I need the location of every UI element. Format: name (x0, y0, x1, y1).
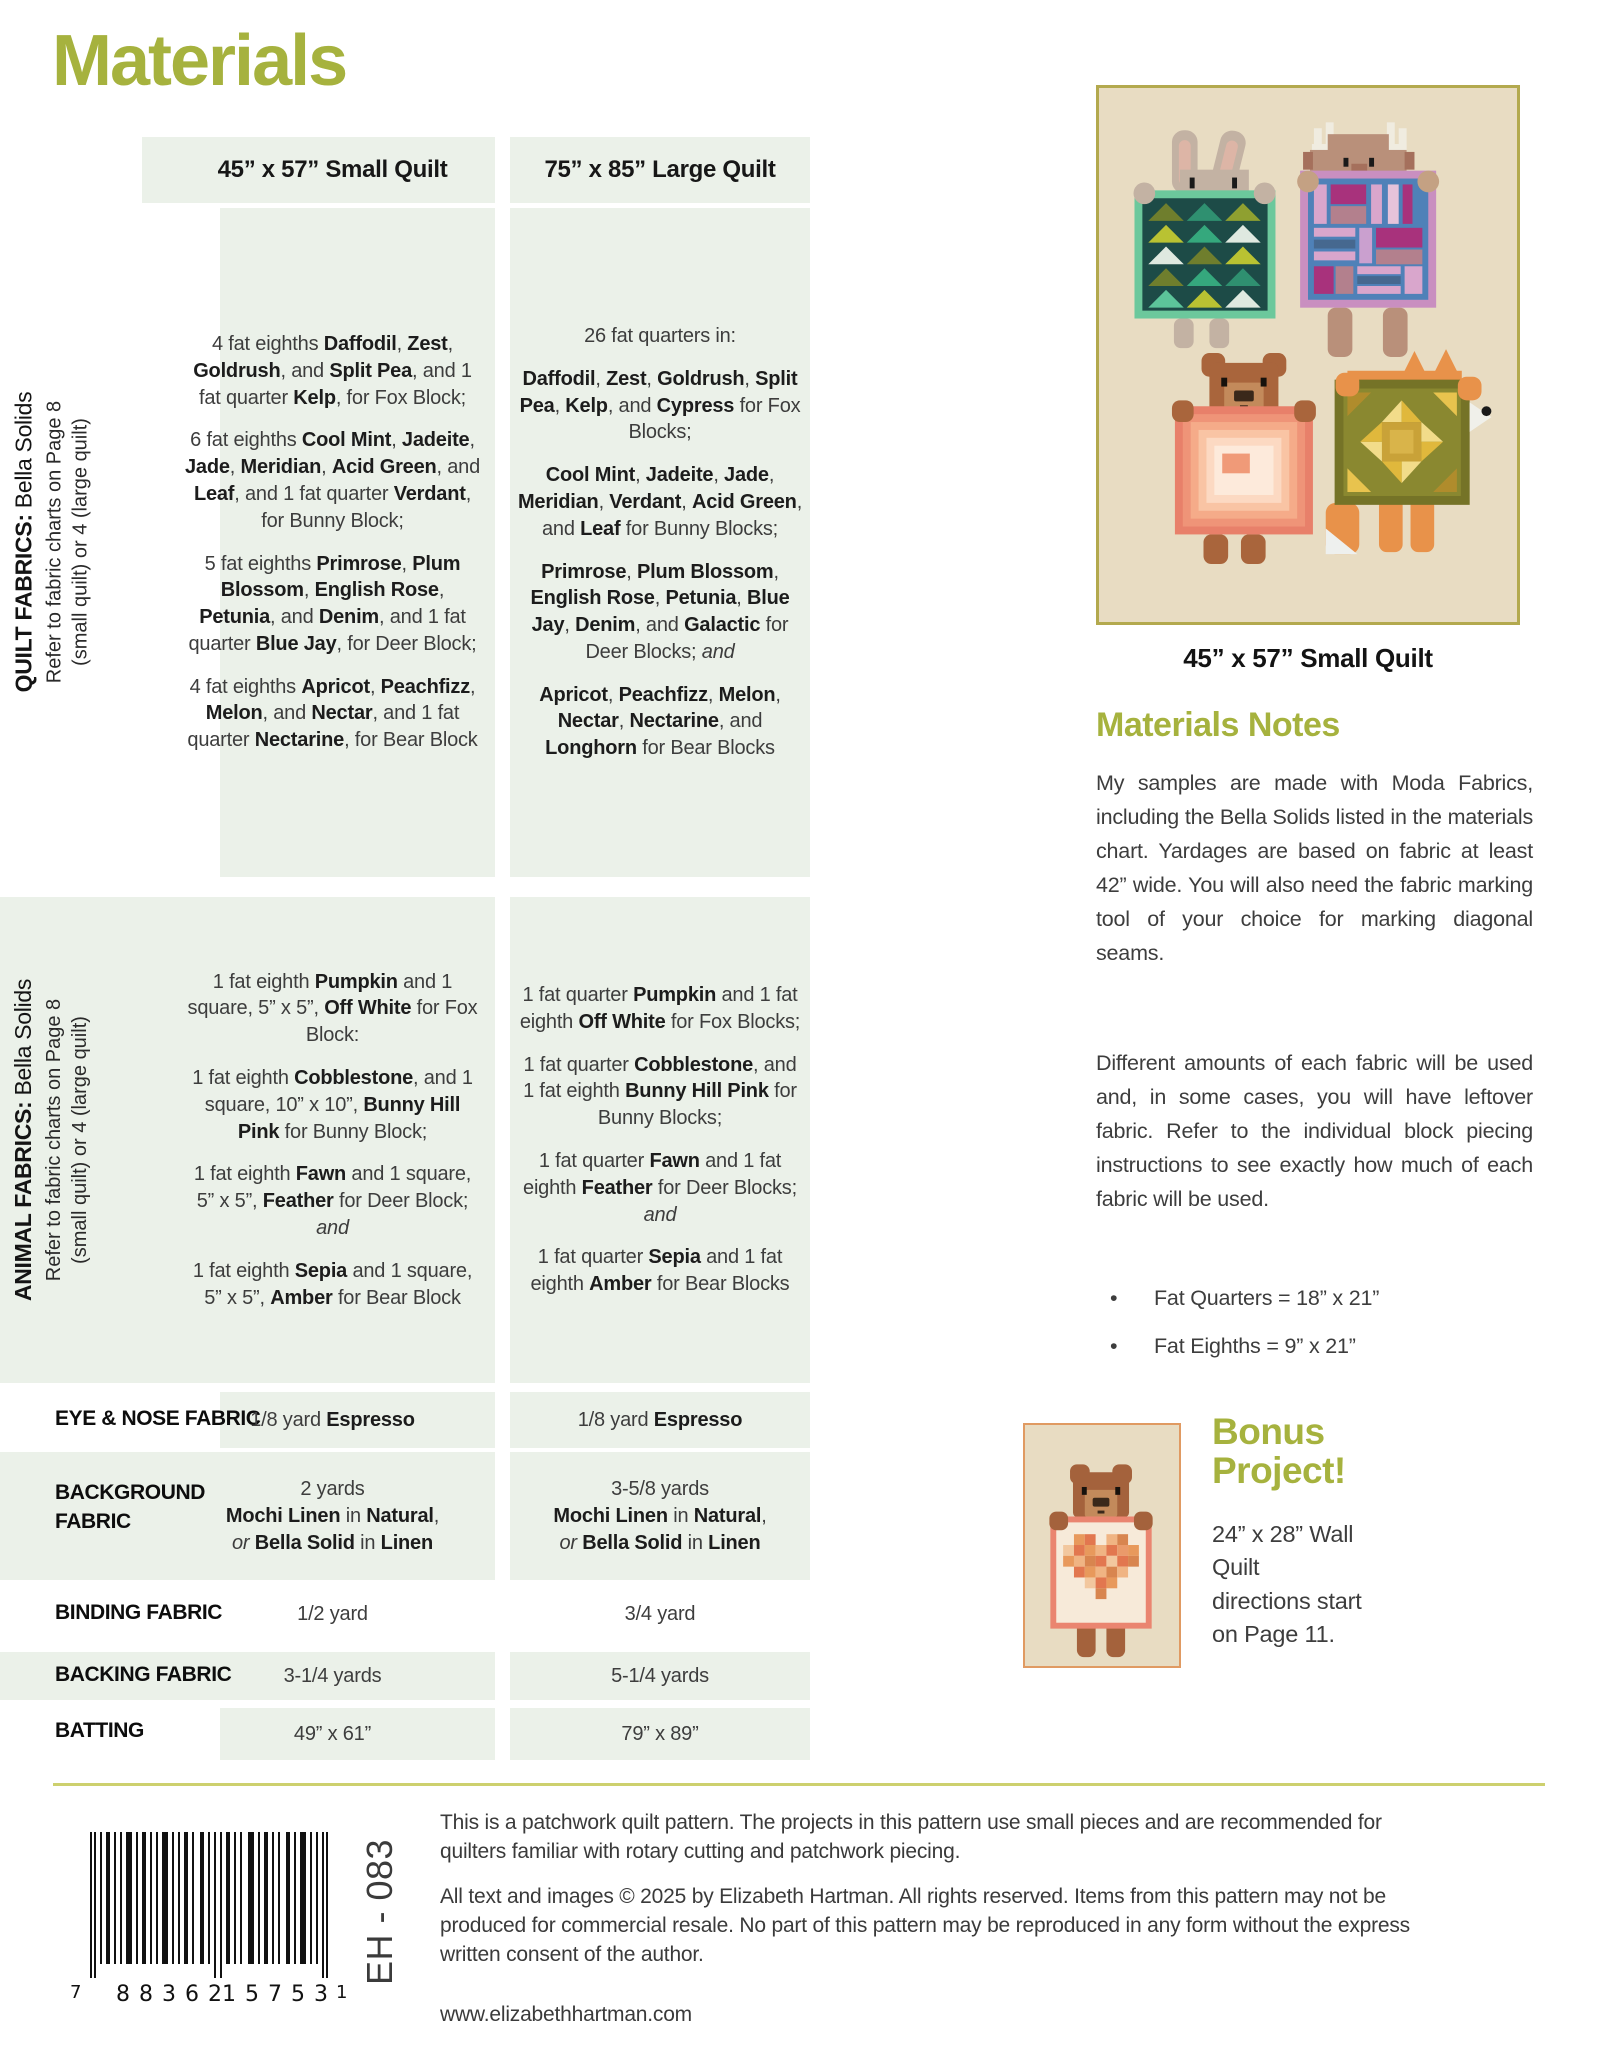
eye-nose-small-value: 1/8 yard Espresso (250, 1408, 415, 1431)
fox-block (1326, 349, 1492, 554)
small-quilt-image (1096, 85, 1520, 625)
bunny-block (1134, 128, 1276, 348)
footer-para-copyright: All text and images © 2025 by Elizabeth Hartman. All rights reserved. Items from this pattern may not be produced for commercial resale. No part of this pattern may be reproduced in any form without the express written consent of the author. (440, 1885, 1410, 1966)
page-title: Materials (52, 21, 347, 101)
barcode-digit-group2: 15753 (222, 1982, 337, 2007)
bonus-project-image (1023, 1423, 1181, 1668)
row-label-background-fabric: BACKGROUND FABRIC (55, 1481, 205, 1534)
row-label-eye-nose-fabric: EYE & NOSE FABRIC (55, 1407, 261, 1430)
col-header-large-quilt: 75” x 85” Large Quilt (510, 137, 810, 203)
binding-large-value: 3/4 yard (624, 1602, 696, 1625)
bonus-bear-block (1049, 1464, 1152, 1657)
footer-website: www.elizabethhartman.com (440, 2003, 692, 2026)
animal-fabrics-label-note2: (small quilt) or 4 (large quilt) (69, 1016, 91, 1264)
materials-notes-para1: My samples are made with Moda Fabrics, including the Bella Solids listed in the materials chart. Yardages are based on fabric at least 42” wide. You will also need the fabric marking tool of your choice for marking diagonal seams. (1096, 771, 1533, 965)
eye-nose-large-value: 1/8 yard Espresso (577, 1408, 743, 1431)
bonus-project-text: 24” x 28” Wall Quilt directions start on Page 11. (1212, 1521, 1362, 1648)
batting-large-value: 79” x 89” (621, 1722, 699, 1745)
bonus-project-heading: Bonus Project! (1212, 1411, 1346, 1491)
batting-small-value: 49” x 61” (293, 1722, 372, 1745)
barcode-digit-check: 1 (336, 1982, 348, 2003)
barcode-digit-lead: 7 (70, 1982, 82, 2003)
backing-small-value: 3-1/4 yards (283, 1664, 382, 1687)
row-label-backing-fabric: BACKING FABRIC (55, 1663, 232, 1686)
background-small-value: 2 yards Mochi Linen in Natural, or Bella Solid in Linen (225, 1477, 440, 1554)
deer-block (1297, 122, 1439, 357)
row-label-batting: BATTING (55, 1719, 144, 1742)
animal-fabrics-small-cell: 1 fat eighth Pumpkin and 1 square, 5” x 5”, Off White for Fox Block: 1 fat eighth Cobblestone, and 1 square, 10” x 10”, Bunny Hill Pink for Bunny Block; 1 fat eighth Fawn and 1 square, 5” x 5”, Feather for Deer Block; and 1 fat eighth Sepia and 1 square, 5” x 5”, Amber for Bear Block (187, 970, 478, 1309)
barcode (90, 1832, 330, 1978)
footer-para-description: This is a patchwork quilt pattern. The projects in this pattern use small pieces and are recommended for quilters familiar with rotary cutting and patchwork piecing. (440, 1811, 1382, 1863)
row-label-binding-fabric: BINDING FABRIC (55, 1601, 223, 1624)
pattern-code: EH - 083 (359, 1838, 400, 1986)
animal-fabrics-large-cell: 1 fat quarter Pumpkin and 1 fat eighth Off White for Fox Blocks; 1 fat quarter Cobblestone, and 1 fat eighth Bunny Hill Pink for Bunny Blocks; 1 fat quarter Fawn and 1 fat eighth Feather for Deer Blocks; and 1 fat quarter Sepia and 1 fat eighth Amber for Bear Blocks (519, 984, 801, 1296)
animal-fabrics-label-note1: Refer to fabric charts on Page 8 (43, 998, 65, 1282)
materials-notes-para2: Different amounts of each fabric will be used and, in some cases, you will have leftover fabric. Refer to the individual block piecing instructions to see exactly how much of each fabric will be used. (1096, 1051, 1533, 1211)
binding-small-value: 1/2 yard (297, 1602, 368, 1625)
backing-large-value: 5-1/4 yards (611, 1664, 709, 1687)
bullet-fat-quarters: • Fat Quarters = 18” x 21” (1096, 1286, 1533, 1311)
footer-divider (53, 1783, 1545, 1786)
materials-notes-heading: Materials Notes (1096, 706, 1340, 744)
bonus-bear-illustration (1025, 1425, 1179, 1666)
animal-fabrics-label-title: ANIMAL FABRICS: Bella Solids (10, 978, 36, 1302)
quilt-fabrics-label-note2: (small quilt) or 4 (large quilt) (69, 418, 92, 666)
quilt-blocks-illustration (1099, 88, 1517, 622)
bullet-dot: • (1110, 1334, 1118, 1358)
background-large-value: 3-5/8 yards Mochi Linen in Natural, or Bella Solid in Linen (553, 1477, 767, 1554)
quilt-fabrics-label-title: QUILT FABRICS: Bella Solids (10, 391, 37, 693)
bullet-fat-eighths: • Fat Eighths = 9” x 21” (1096, 1334, 1533, 1359)
bullet-dot: • (1110, 1286, 1118, 1310)
quilt-fabrics-small-cell: 4 fat eighths Daffodil, Zest, Goldrush, and Split Pea, and 1 fat quarter Kelp, for Fox Block; 6 fat eighths Cool Mint, Jadeite, Jade, Meridian, Acid Green, and Leaf, and 1 fat quarter Verdant, for Bunny Block; 5 fat eighths Primrose, Plum Blossom, English Rose, Petunia, and Denim, and 1 fat quarter Blue Jay, for Deer Block; 4 fat eighths Apricot, Peachfizz, Melon, and Nectar, and 1 fat quarter Nectarine, for Bear Block (184, 332, 481, 752)
col-header-small-quilt: 45” x 57” Small Quilt (142, 137, 495, 203)
small-quilt-caption: 45” x 57” Small Quilt (1183, 643, 1433, 673)
barcode-digit-group1: 88362 (116, 1982, 231, 2007)
quilt-fabrics-label-note1: Refer to fabric charts on Page 8 (43, 400, 66, 684)
bear-block (1172, 353, 1316, 564)
quilt-fabrics-large-cell: 26 fat quarters in: Daffodil, Zest, Goldrush, Split Pea, Kelp, and Cypress for Fox Blocks; Cool Mint, Jadeite, Jade, Meridian, Verdant, Acid Green, and Leaf for Bunny Blocks; Primrose, Plum Blossom, English Rose, Petunia, Blue Jay, Denim, and Galactic for Deer Blocks; and Apricot, Peachfizz, Melon, Nectar, Nectarine, and Longhorn for Bear Blocks (517, 324, 803, 760)
